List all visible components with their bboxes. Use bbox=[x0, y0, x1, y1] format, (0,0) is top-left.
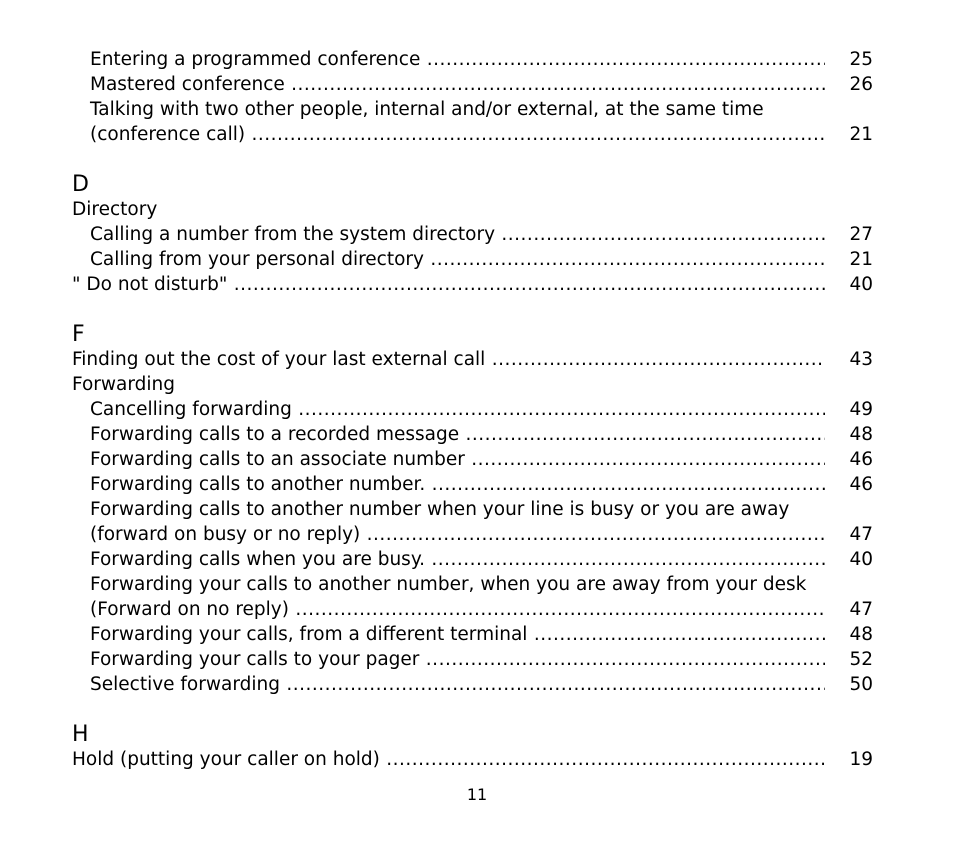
entry-page: 27 bbox=[849, 224, 873, 245]
entry-text: Calling from your personal directory ..... bbox=[90, 247, 825, 272]
entry-text: Forwarding calls when you are busy. ..... bbox=[90, 547, 825, 572]
entry-page: 49 bbox=[849, 399, 873, 420]
entry-text: (conference call) ..... bbox=[90, 122, 825, 147]
entry-page: 52 bbox=[849, 649, 873, 670]
entry-page: 21 bbox=[849, 249, 873, 270]
index-list bbox=[72, 47, 873, 772]
entry-text: Entering a programmed conference ..... bbox=[90, 47, 825, 72]
entry-text: Cancelling forwarding ..... bbox=[90, 397, 825, 422]
index-entry bbox=[72, 672, 873, 697]
entry-page: 47 bbox=[849, 599, 873, 620]
entry-page: 43 bbox=[849, 349, 873, 370]
index-entry bbox=[72, 222, 873, 247]
index-entry bbox=[72, 447, 873, 472]
entry-text: Forwarding calls to an associate number ..... bbox=[90, 447, 825, 472]
entry-text: Forwarding calls to a recorded message ..... bbox=[90, 422, 825, 447]
section-letter-h: H bbox=[72, 722, 89, 747]
index-entry bbox=[72, 622, 873, 647]
entry-page: 21 bbox=[849, 124, 873, 145]
entry-page: 47 bbox=[849, 524, 873, 545]
index-heading-forwarding: Forwarding bbox=[72, 374, 176, 395]
entry-text: Finding out the cost of your last external call ..... bbox=[72, 347, 825, 372]
index-entry bbox=[72, 747, 873, 772]
index-entry bbox=[72, 347, 873, 372]
entry-page: 46 bbox=[849, 449, 873, 470]
index-entry bbox=[72, 597, 873, 622]
index-entry-wrapped: Forwarding calls to another number when your line is busy or you are away bbox=[90, 499, 790, 520]
entry-text: Hold (putting your caller on hold) ..... bbox=[72, 747, 825, 772]
index-entry bbox=[72, 247, 873, 272]
index-entry bbox=[72, 422, 873, 447]
index-entry-wrapped: Talking with two other people, internal and/or external, at the same time bbox=[90, 99, 764, 120]
entry-text: (forward on busy or no reply) ..... bbox=[90, 522, 825, 547]
section-letter-f: F bbox=[72, 322, 85, 347]
entry-text: " Do not disturb" ..... bbox=[72, 272, 825, 297]
entry-text: Calling a number from the system directory ..... bbox=[90, 222, 825, 247]
entry-page: 19 bbox=[849, 749, 873, 770]
index-entry bbox=[72, 522, 873, 547]
entry-text: Forwarding calls to another number. ..... bbox=[90, 472, 825, 497]
page-number: 11 bbox=[466, 785, 488, 804]
entry-page: 25 bbox=[849, 49, 873, 70]
index-entry bbox=[72, 397, 873, 422]
section-letter-d: D bbox=[72, 172, 89, 197]
entry-text: Mastered conference ..... bbox=[90, 72, 825, 97]
entry-page: 40 bbox=[849, 274, 873, 295]
entry-page: 50 bbox=[849, 674, 873, 695]
index-entry bbox=[72, 272, 873, 297]
index-entry bbox=[72, 122, 873, 147]
index-entry bbox=[72, 72, 873, 97]
index-heading-directory: Directory bbox=[72, 199, 158, 220]
index-entry-wrapped: Forwarding your calls to another number, when you are away from your desk bbox=[90, 574, 807, 595]
index-entry bbox=[72, 547, 873, 572]
entry-page: 40 bbox=[849, 549, 873, 570]
entry-page: 48 bbox=[849, 424, 873, 445]
entry-page: 46 bbox=[849, 474, 873, 495]
index-entry bbox=[72, 47, 873, 72]
entry-text: (Forward on no reply) ..... bbox=[90, 597, 825, 622]
entry-text: Forwarding your calls, from a different terminal ..... bbox=[90, 622, 825, 647]
entry-page: 26 bbox=[849, 74, 873, 95]
index-entry bbox=[72, 472, 873, 497]
entry-text: Selective forwarding ..... bbox=[90, 672, 825, 697]
entry-page: 48 bbox=[849, 624, 873, 645]
index-entry bbox=[72, 647, 873, 672]
entry-text: Forwarding your calls to your pager ..... bbox=[90, 647, 825, 672]
